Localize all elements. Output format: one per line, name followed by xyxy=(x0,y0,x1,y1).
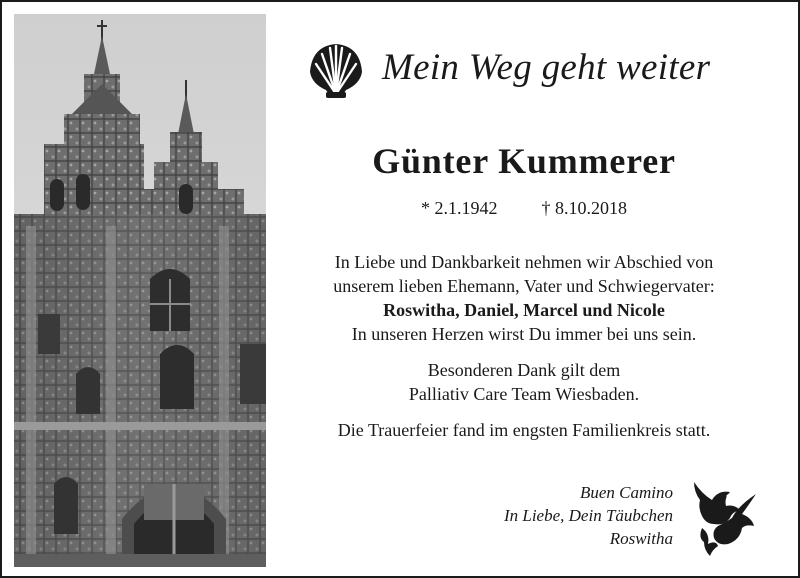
farewell-line-4: In unseren Herzen wirst Du immer bei uns sein. xyxy=(351,324,697,344)
thanks-line-1: Besonderen Dank gilt dem xyxy=(427,360,621,380)
funeral-note: Die Trauerfeier fand im engsten Familienkreis statt. xyxy=(337,420,711,440)
signature-block xyxy=(504,481,673,550)
obituary-text xyxy=(292,250,756,442)
cathedral-photo xyxy=(14,14,266,567)
thanks-line-2: Palliativ Care Team Wiesbaden. xyxy=(408,384,640,404)
scallop-shell-icon xyxy=(304,40,368,100)
farewell-line-2: unserem lieben Ehemann, Vater und Schwiegervater: xyxy=(333,276,715,296)
signature-line-3: Roswitha xyxy=(609,529,673,548)
deceased-name: Günter Kummerer xyxy=(372,141,676,181)
doves-icon xyxy=(688,480,758,556)
mourners-names: Roswitha, Daniel, Marcel und Nicole xyxy=(383,300,665,320)
signature-line-1: Buen Camino xyxy=(579,483,673,502)
death-date: † 8.10.2018 xyxy=(541,198,627,218)
farewell-line-1: In Liebe und Dankbarkeit nehmen wir Abschied von xyxy=(334,252,714,272)
life-dates xyxy=(302,198,746,219)
signature-line-2: In Liebe, Dein Täubchen xyxy=(503,506,673,525)
birth-date: * 2.1.1942 xyxy=(421,198,498,218)
motto-heading: Mein Weg geht weiter xyxy=(382,47,711,88)
